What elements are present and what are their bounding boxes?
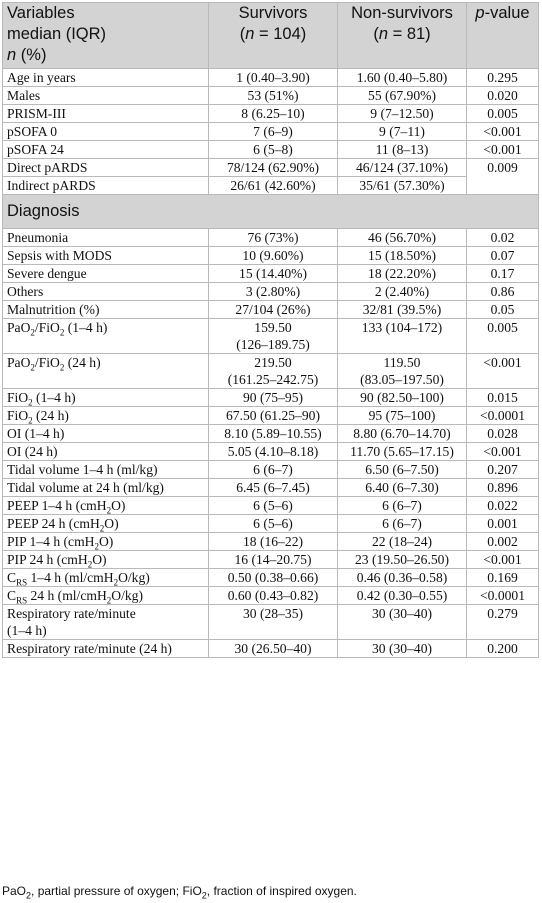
table-row bbox=[3, 587, 539, 605]
cell-p: 0.009 bbox=[467, 159, 539, 195]
row-label: Tidal volume at 24 h (ml/kg) bbox=[3, 479, 209, 497]
cell-survivors: 6 (5–6) bbox=[209, 515, 338, 533]
cell-survivors: 7 (6–9) bbox=[209, 123, 338, 141]
table-row bbox=[3, 301, 539, 319]
cell-survivors: 76 (73%) bbox=[209, 229, 338, 247]
cell-survivors: 159.50 (126–189.75) bbox=[209, 319, 338, 354]
cell-nonsurvivors: 46/124 (37.10%) bbox=[338, 159, 467, 177]
row-label: FiO$_2$ (1–4 h) bbox=[3, 389, 209, 407]
cell-nonsurvivors: 11 (8–13) bbox=[338, 141, 467, 159]
cell-nonsurvivors: 95 (75–100) bbox=[338, 407, 467, 425]
cell-nonsurvivors: 6.40 (6–7.30) bbox=[338, 479, 467, 497]
row-label: Severe dengue bbox=[3, 265, 209, 283]
table-row bbox=[3, 479, 539, 497]
table-row bbox=[3, 159, 539, 177]
row-label: $C_{RS}$ 24 h (ml/cmH$_2$O/kg) bbox=[3, 587, 209, 605]
row-label: Age in years bbox=[3, 69, 209, 87]
cell-survivors: 53 (51%) bbox=[209, 87, 338, 105]
cell-survivors: 0.60 (0.43–0.82) bbox=[209, 587, 338, 605]
cell-nonsurvivors: 0.46 (0.36–0.58) bbox=[338, 569, 467, 587]
cell-survivors: 78/124 (62.90%) bbox=[209, 159, 338, 177]
cell-p: <0.0001 bbox=[467, 407, 539, 425]
cell-p: <0.001 bbox=[467, 354, 539, 389]
table-row bbox=[3, 354, 539, 389]
cell-nonsurvivors: 9 (7–11) bbox=[338, 123, 467, 141]
row-label: PIP 1–4 h (cmH$_2$O) bbox=[3, 533, 209, 551]
cell-p: 0.86 bbox=[467, 283, 539, 301]
cell-nonsurvivors: 30 (30–40) bbox=[338, 605, 467, 640]
row-label: $C_{RS}$ 1–4 h (ml/cmH$_2$O/kg) bbox=[3, 569, 209, 587]
cell-survivors: 90 (75–95) bbox=[209, 389, 338, 407]
row-label: PEEP 24 h (cmH$_2$O) bbox=[3, 515, 209, 533]
outcome-comparison-table bbox=[2, 2, 539, 658]
cell-nonsurvivors: 6.50 (6–7.50) bbox=[338, 461, 467, 479]
cell-nonsurvivors: 6 (6–7) bbox=[338, 497, 467, 515]
row-label: Malnutrition (%) bbox=[3, 301, 209, 319]
cell-p: <0.001 bbox=[467, 141, 539, 159]
cell-p: 0.200 bbox=[467, 640, 539, 658]
cell-survivors: 8 (6.25–10) bbox=[209, 105, 338, 123]
table-row bbox=[3, 551, 539, 569]
cell-nonsurvivors: 0.42 (0.30–0.55) bbox=[338, 587, 467, 605]
cell-p: 0.02 bbox=[467, 229, 539, 247]
row-label: PEEP 1–4 h (cmH$_2$O) bbox=[3, 497, 209, 515]
cell-survivors: 1 (0.40–3.90) bbox=[209, 69, 338, 87]
table-footnote: PaO$_2$, partial pressure of oxygen; FiO$_2$, fraction of inspired oxygen. bbox=[2, 884, 357, 901]
row-label: Respiratory rate/minute (1–4 h) bbox=[3, 605, 209, 640]
row-label: Tidal volume 1–4 h (ml/kg) bbox=[3, 461, 209, 479]
cell-p: 0.07 bbox=[467, 247, 539, 265]
cell-nonsurvivors: 2 (2.40%) bbox=[338, 283, 467, 301]
cell-p: 0.896 bbox=[467, 479, 539, 497]
cell-survivors: 6.45 (6–7.45) bbox=[209, 479, 338, 497]
table-row bbox=[3, 319, 539, 354]
table-row bbox=[3, 265, 539, 283]
row-label: OI (24 h) bbox=[3, 443, 209, 461]
row-label: pSOFA 24 bbox=[3, 141, 209, 159]
table-row bbox=[3, 497, 539, 515]
cell-p: 0.279 bbox=[467, 605, 539, 640]
cell-p: 0.05 bbox=[467, 301, 539, 319]
cell-p: 0.028 bbox=[467, 425, 539, 443]
row-label: Respiratory rate/minute (24 h) bbox=[3, 640, 209, 658]
cell-nonsurvivors: 8.80 (6.70–14.70) bbox=[338, 425, 467, 443]
cell-nonsurvivors: 15 (18.50%) bbox=[338, 247, 467, 265]
cell-p: 0.015 bbox=[467, 389, 539, 407]
cell-nonsurvivors: 35/61 (57.30%) bbox=[338, 177, 467, 195]
row-label: PaO$_2$/FiO$_2$ (1–4 h) bbox=[3, 319, 209, 354]
header-nonsurvivors: Non-survivors (n = 81) bbox=[338, 3, 467, 69]
row-label: PIP 24 h (cmH$_2$O) bbox=[3, 551, 209, 569]
cell-p: 0.295 bbox=[467, 69, 539, 87]
table-row bbox=[3, 640, 539, 658]
cell-survivors: 67.50 (61.25–90) bbox=[209, 407, 338, 425]
cell-p: 0.005 bbox=[467, 319, 539, 354]
cell-nonsurvivors: 46 (56.70%) bbox=[338, 229, 467, 247]
header-variables: Variables median (IQR) n (%) bbox=[3, 3, 209, 69]
cell-survivors: 18 (16–22) bbox=[209, 533, 338, 551]
cell-nonsurvivors: 30 (30–40) bbox=[338, 640, 467, 658]
table-row bbox=[3, 123, 539, 141]
cell-p: 0.002 bbox=[467, 533, 539, 551]
cell-p: 0.17 bbox=[467, 265, 539, 283]
row-label: Others bbox=[3, 283, 209, 301]
section-header-row bbox=[3, 195, 539, 229]
cell-survivors: 30 (28–35) bbox=[209, 605, 338, 640]
table-row bbox=[3, 425, 539, 443]
cell-p: 0.169 bbox=[467, 569, 539, 587]
cell-survivors: 6 (5–8) bbox=[209, 141, 338, 159]
table-row bbox=[3, 605, 539, 640]
cell-nonsurvivors: 1.60 (0.40–5.80) bbox=[338, 69, 467, 87]
section-title: Diagnosis bbox=[3, 195, 539, 229]
cell-nonsurvivors: 133 (104–172) bbox=[338, 319, 467, 354]
cell-survivors: 0.50 (0.38–0.66) bbox=[209, 569, 338, 587]
table-row bbox=[3, 69, 539, 87]
cell-nonsurvivors: 55 (67.90%) bbox=[338, 87, 467, 105]
cell-nonsurvivors: 6 (6–7) bbox=[338, 515, 467, 533]
cell-survivors: 27/104 (26%) bbox=[209, 301, 338, 319]
cell-survivors: 26/61 (42.60%) bbox=[209, 177, 338, 195]
cell-survivors: 219.50 (161.25–242.75) bbox=[209, 354, 338, 389]
cell-survivors: 30 (26.50–40) bbox=[209, 640, 338, 658]
row-label: OI (1–4 h) bbox=[3, 425, 209, 443]
row-label: Sepsis with MODS bbox=[3, 247, 209, 265]
table-row bbox=[3, 569, 539, 587]
table-row bbox=[3, 247, 539, 265]
row-label: Males bbox=[3, 87, 209, 105]
cell-nonsurvivors: 9 (7–12.50) bbox=[338, 105, 467, 123]
table-row bbox=[3, 443, 539, 461]
cell-p: 0.001 bbox=[467, 515, 539, 533]
row-label: Pneumonia bbox=[3, 229, 209, 247]
table-row bbox=[3, 283, 539, 301]
cell-p: <0.001 bbox=[467, 551, 539, 569]
table-row bbox=[3, 461, 539, 479]
cell-survivors: 10 (9.60%) bbox=[209, 247, 338, 265]
header-p-value: p-value bbox=[467, 3, 539, 69]
cell-survivors: 16 (14–20.75) bbox=[209, 551, 338, 569]
cell-nonsurvivors: 119.50 (83.05–197.50) bbox=[338, 354, 467, 389]
cell-p: <0.001 bbox=[467, 443, 539, 461]
cell-nonsurvivors: 23 (19.50–26.50) bbox=[338, 551, 467, 569]
row-label: PaO$_2$/FiO$_2$ (24 h) bbox=[3, 354, 209, 389]
table-row bbox=[3, 105, 539, 123]
cell-survivors: 15 (14.40%) bbox=[209, 265, 338, 283]
row-label: Indirect pARDS bbox=[3, 177, 209, 195]
cell-p: 0.207 bbox=[467, 461, 539, 479]
header-survivors: Survivors (n = 104) bbox=[209, 3, 338, 69]
table-row bbox=[3, 389, 539, 407]
table-row bbox=[3, 407, 539, 425]
cell-p: <0.0001 bbox=[467, 587, 539, 605]
cell-p: 0.022 bbox=[467, 497, 539, 515]
cell-nonsurvivors: 11.70 (5.65–17.15) bbox=[338, 443, 467, 461]
table-row bbox=[3, 87, 539, 105]
cell-survivors: 5.05 (4.10–8.18) bbox=[209, 443, 338, 461]
cell-survivors: 6 (6–7) bbox=[209, 461, 338, 479]
cell-p: 0.005 bbox=[467, 105, 539, 123]
table-row bbox=[3, 515, 539, 533]
cell-nonsurvivors: 22 (18–24) bbox=[338, 533, 467, 551]
cell-survivors: 3 (2.80%) bbox=[209, 283, 338, 301]
row-label: pSOFA 0 bbox=[3, 123, 209, 141]
cell-survivors: 8.10 (5.89–10.55) bbox=[209, 425, 338, 443]
row-label: FiO$_2$ (24 h) bbox=[3, 407, 209, 425]
table-row bbox=[3, 229, 539, 247]
cell-p: <0.001 bbox=[467, 123, 539, 141]
cell-nonsurvivors: 90 (82.50–100) bbox=[338, 389, 467, 407]
row-label: PRISM-III bbox=[3, 105, 209, 123]
table-row bbox=[3, 141, 539, 159]
row-label: Direct pARDS bbox=[3, 159, 209, 177]
cell-p: 0.020 bbox=[467, 87, 539, 105]
cell-survivors: 6 (5–6) bbox=[209, 497, 338, 515]
cell-nonsurvivors: 32/81 (39.5%) bbox=[338, 301, 467, 319]
table-row bbox=[3, 533, 539, 551]
table-row bbox=[3, 177, 539, 195]
cell-nonsurvivors: 18 (22.20%) bbox=[338, 265, 467, 283]
header-row bbox=[3, 3, 539, 69]
